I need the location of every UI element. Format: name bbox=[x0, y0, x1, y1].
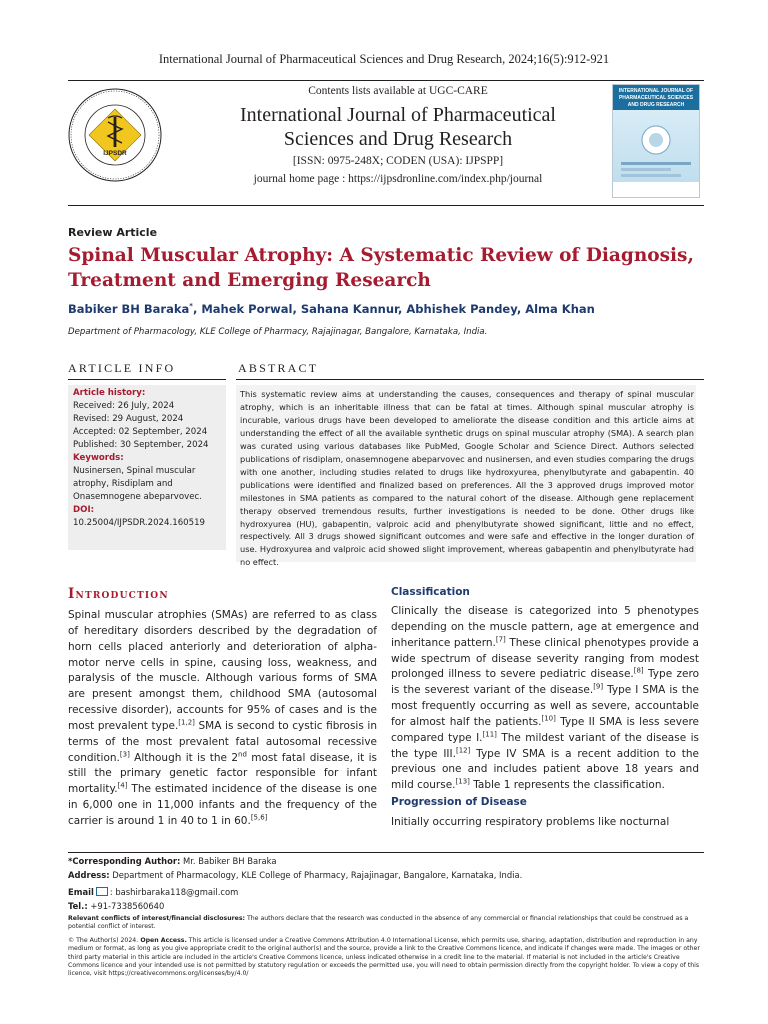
keywords-label: Keywords: bbox=[73, 453, 124, 463]
doi-label: DOI: bbox=[73, 505, 95, 515]
seal-text: IJPSDR bbox=[103, 150, 127, 157]
article-title-line-1: Spinal Muscular Atrophy: A Systematic Review of Diagnosis, bbox=[68, 245, 694, 266]
affiliation: Department of Pharmacology, KLE College of Pharmacy, Rajajinagar, Bangalore, Karnataka, India. bbox=[68, 327, 488, 337]
email-line: Email : bashirbaraka118@gmail.com bbox=[68, 887, 239, 897]
citation-ref: [4] bbox=[117, 781, 128, 790]
cover-footer bbox=[613, 182, 699, 198]
article-info-rule bbox=[68, 379, 226, 380]
ordinal-suffix: nd bbox=[238, 750, 247, 759]
journal-header bbox=[200, 84, 596, 185]
introduction-heading: Introduction bbox=[68, 586, 169, 602]
article-type: Review Article bbox=[68, 226, 158, 239]
issn-line: [ISSN: 0975-248X; CODEN (USA): IJPSPP] bbox=[292, 155, 504, 167]
classification-paragraph: Clinically the disease is categorized into 5 phenotypes depending on the muscle pattern, age at emergence and inheritance pattern.[7] These clinical phenotypes provide a wide spectrum of disease severity ranging from modest prolonged illness to severe pediatric disease.[8] Type zero is the severest variant of the disease.[9] Type I SMA is the most frequently occurring as well as severe, accountable for almost half the patients.[10] Type II SMA is less severe compared type I.[11] The mildest variant of the disease is the type III.[12] Type IV SMA is a recent addition to the previous one and includes patient above 18 years and mild course.[13] Table 1 represents the classification. bbox=[391, 605, 699, 792]
article-info-heading: ARTICLE INFO bbox=[68, 361, 176, 375]
citation-ref: [13] bbox=[455, 777, 470, 786]
author-list bbox=[68, 302, 595, 316]
conflict-statement: Relevant conflicts of interest/financial disclosures: The authors declare that the research was conducted in the absence of any commercial or financial relationships that could be construed as a potential conflict of interest. bbox=[68, 915, 689, 931]
citation-ref: [11] bbox=[482, 730, 497, 739]
envelope-icon bbox=[96, 887, 108, 896]
journal-homepage-link[interactable]: journal home page : https://ijpsdronline.com/index.php/journal bbox=[253, 173, 543, 185]
citation-ref: [7] bbox=[495, 635, 506, 644]
first-author: Babiker BH Baraka bbox=[68, 302, 190, 316]
history-label: Article history: bbox=[73, 388, 146, 398]
keywords-value: Nusinersen, Spinal muscular atrophy, Risdiplam and Onasemnogene abeparvovec. bbox=[73, 466, 202, 502]
other-authors: , Mahek Porwal, Sahana Kannur, Abhishek Pandey, Alma Khan bbox=[192, 302, 595, 316]
abstract-rule bbox=[236, 379, 704, 380]
email-address[interactable]: : bashirbaraka118@gmail.com bbox=[109, 887, 239, 897]
journal-cover-thumbnail bbox=[612, 84, 700, 198]
article-info-content bbox=[73, 387, 223, 530]
journal-citation: International Journal of Pharmaceutical Sciences and Drug Research, 2024;16(5):912-921 bbox=[158, 52, 610, 66]
citation-ref: [12] bbox=[455, 746, 471, 755]
journal-title-line-1: International Journal of Pharmaceutical bbox=[240, 104, 556, 126]
corresponding-mark: * bbox=[189, 302, 193, 311]
published-date: Published: 30 September, 2024 bbox=[73, 440, 209, 450]
introduction-paragraph: Spinal muscular atrophies (SMAs) are referred to as class of hereditary disorders described by the degradation of horn cells placed anteriorly and deterioration of alpha-motor nerve cells in spine, causing loss, weakness, and paralysis of the muscle. Although various forms of SMA are present amongst them, childhood SMA (autosomal recessive disorder), accounts for 95% of cases and is the most prevalent type.[1,2] SMA is second to cystic fibrosis in terms of the most prevalent fatal autosomal recessive condition.[3] Although it is the 2nd most fatal disease, it is still the primary genetic factor responsible for infant mortality.[4] The estimated incidence of the disease is one in 6,000 one in 11,000 infants and the frequency of the carrier is around 1 in 40 to 1 in 60.[5,6] bbox=[68, 609, 378, 827]
citation-ref: [3] bbox=[119, 750, 130, 759]
cover-title: INTERNATIONAL JOURNAL OF PHARMACEUTICAL SCIENCES AND DRUG RESEARCH bbox=[613, 85, 699, 110]
citation-ref: [9] bbox=[593, 682, 604, 691]
progression-heading: Progression of Disease bbox=[391, 796, 527, 808]
accepted-date: Accepted: 02 September, 2024 bbox=[73, 427, 208, 437]
citation-ref: [8] bbox=[633, 666, 644, 675]
telephone-line: Tel.: +91-7338560640 bbox=[68, 901, 165, 911]
footer-rule bbox=[68, 852, 704, 853]
address-line: Address: Department of Pharmacology, KLE College of Pharmacy, Rajajinagar, Bangalore, Karnataka, India. bbox=[68, 870, 523, 880]
corresponding-author: *Corresponding Author: Mr. Babiker BH Baraka bbox=[68, 856, 277, 866]
cover-artwork bbox=[613, 110, 699, 182]
citation-ref: [10] bbox=[541, 714, 556, 723]
revised-date: Revised: 29 August, 2024 bbox=[73, 414, 184, 424]
abstract-heading: ABSTRACT bbox=[238, 361, 319, 375]
abstract-text: This systematic review aims at understanding the causes, consequences and therapy of spinal muscular atrophy, which is an inheritable illness that can be fatal at times. Although spinal muscular atrophy is incurable, various drugs have been developed to ameliorate the disease condition and this article aims at understanding the effect of all the available synthetic drugs on spinal muscular atrophy (SMA). A search plan was curated using various databases like PubMed, Google Scholar and Science Direct. Authors selected publications of risdiplam, onasemnogene abeparvovec and nusinersen, and even studies comparing the drugs with one another, including studies related to drugs like hydroxyurea, phenylbutyrate and gabapentin. 40 publications were identified and finalized based on preferences. All the 3 approved drugs improved motor milestones in SMA patients as compared to the natural cohort of the disease. Although gene replacement therapy observed tremendous results, further investigations is needed to be done. Other drugs like hydroxyurea (HU), gabapentin, valproic acid and phenylbutyrate showed significant, little and no effect, respectively. All 3 drugs showed significant outcomes and were safe and effective in the longer duration of use. Hydroxyurea and valproic acid showed slight improvement, whereas gabapentin and phenylbutyrate had no effect. bbox=[240, 389, 694, 568]
header-top-rule bbox=[68, 80, 704, 81]
article-title-line-2: Treatment and Emerging Research bbox=[68, 270, 431, 291]
journal-title-line-2: Sciences and Drug Research bbox=[283, 128, 513, 150]
header-bottom-rule bbox=[68, 205, 704, 206]
citation-ref: [1,2] bbox=[178, 718, 195, 727]
progression-paragraph: Initially occurring respiratory problems like nocturnal bbox=[391, 816, 670, 828]
contents-line: Contents lists available at UGC-CARE bbox=[308, 85, 488, 97]
license-statement: © The Author(s) 2024. Open Access. This article is licensed under a Creative Commons Attribution 4.0 International License, which permits use, sharing, adaptation, distribution and reproduction in any medium or format, as long as you give appropriate credit to the original author(s) and the source, provide a link to the Creative Commons licence, and indicate if changes were made. The images or other third party material in this article are included in the article's Creative Commons licence, unless indicated otherwise in a credit line to the material. If material is not included in the article's Creative Commons licence and your intended use is not permitted by statutory regulation or exceeds the permitted use, you will need to obtain permission directly from the copyright holder. To view a copy of this licence, visit https://creativecommons.org/licenses/by/4.0/ bbox=[68, 937, 700, 978]
ijpsdr-seal-logo bbox=[68, 88, 162, 182]
classification-heading: Classification bbox=[391, 586, 470, 598]
received-date: Received: 26 July, 2024 bbox=[73, 401, 175, 411]
article-title bbox=[68, 243, 708, 293]
doi-value[interactable]: 10.25004/IJPSDR.2024.160519 bbox=[73, 518, 206, 528]
citation-ref: [5,6] bbox=[250, 813, 268, 822]
